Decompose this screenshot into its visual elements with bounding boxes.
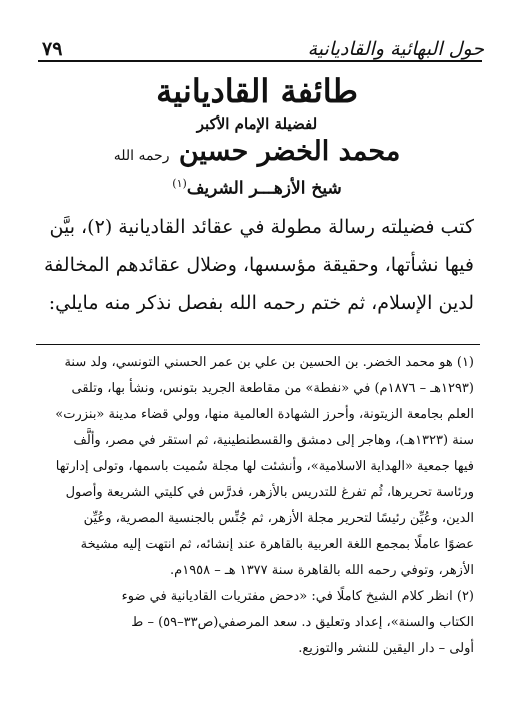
footnote-line: الأزهر، وتوفي رحمه الله بالقاهرة سنة ١٣٧٧ هـ – ١٩٥٨م. — [170, 563, 474, 578]
footnote-line: عضوًا عاملًا بمجمع اللغة العربية بالقاهرة عند إنشائه، ثم انتهت إليه مشيخة — [80, 537, 474, 552]
page-number: ٧٩ — [42, 38, 63, 60]
body-line: فيها نشأتها، وحقيقة مؤسسها، وضلال عقائدهم المخالفة — [43, 254, 474, 276]
footnote-line: ورئاسة تحريرها، ثُم تفرغ للتدريس بالأزهر، فدرَّس في كليتي الشريعة وأصول — [65, 485, 474, 500]
footnote-line: سنة (١٣٢٣هـ)، وهاجر إلى دمشق والقسطنطينية، ثم استقر في مصر، وألَّف — [73, 433, 474, 448]
author-name-line — [0, 133, 514, 175]
footnotes — [38, 350, 474, 662]
footnote-line: أولى – دار اليقين للنشر والتوزيع. — [298, 641, 474, 656]
footnote-line: الدين، وعُيِّن رئيسًا لتحرير مجلة الأزهر، ثم جُنِّس بالجنسية المصرية، وعُيِّن — [83, 511, 474, 526]
author-position: شيخ الأزهـــر الشريف — [186, 178, 342, 199]
author-name: محمد الخضر حسين — [178, 136, 401, 167]
header-rule — [38, 60, 482, 62]
author-position-line — [0, 172, 514, 201]
footnote-mark-1: (١) — [172, 177, 187, 190]
author-prefix: لفضيلة الإمام الأكبر — [196, 115, 318, 133]
author-honorific: رحمه الله — [113, 148, 170, 164]
footnote-line: (١) هو محمد الخضر. بن الحسين بن علي بن عمر الحسني التونسي، ولد سنة — [64, 355, 474, 370]
footnote-line: الكتاب والسنة»، إعداد وتعليق د. سعد المرصفي(ص٣٣–٥٩) – ط — [131, 615, 474, 630]
footnote-line: (٢) انظر كلام الشيخ كاملًا في: «دحض مفتريات القاديانية في ضوء — [121, 589, 474, 604]
footnote-line: فيها جمعية «الهداية الاسلامية»، وأنشئت لها مجلة سُميت باسمها، وتولى إدارتها — [55, 459, 474, 474]
chapter-title: طائفة القاديانية — [156, 72, 358, 110]
body-line: لدين الإسلام، ثم ختم رحمه الله بفصل نذكر منه مايلي: — [48, 292, 474, 314]
running-title: حول البهائية والقاديانية — [307, 38, 484, 60]
footnote-line: العلم بجامعة الزيتونة، وأحرز الشهادة العالمية منها، وولي قضاء مدينة «بنزرت» — [55, 407, 474, 422]
body-paragraph — [40, 208, 474, 322]
footnote-rule — [36, 344, 480, 345]
body-line: كتب فضيلته رسالة مطولة في عقائد القاديانية (٢)، بيَّن — [49, 216, 474, 238]
footnote-line: (١٢٩٣هـ – ١٨٧٦م) في «نفطة» من مقاطعة الجريد بتونس، ونشأ بها، وتلقى — [71, 381, 474, 396]
